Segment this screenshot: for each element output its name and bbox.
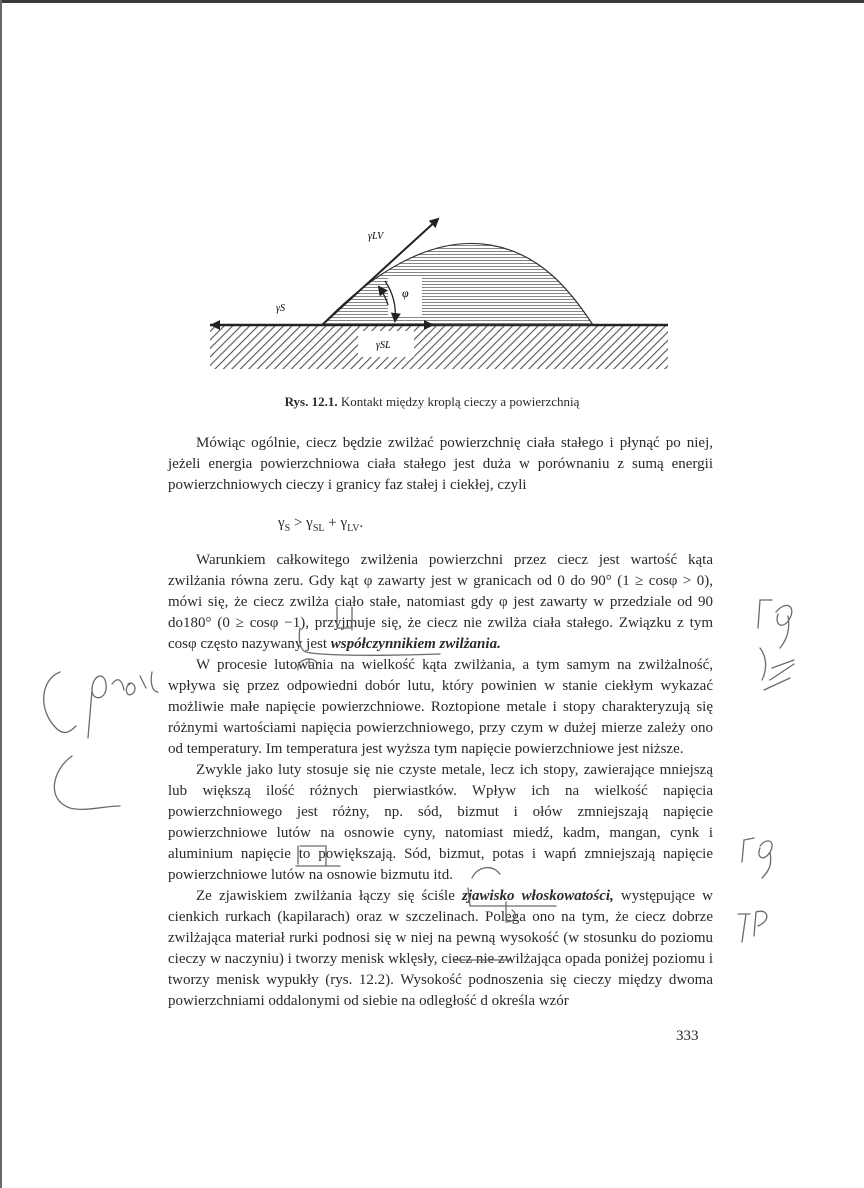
page-left-edge: [0, 0, 2, 1188]
margin-scribble-left-3: [54, 756, 120, 809]
paragraph-1-block: [168, 433, 713, 496]
margin-scribble-right-3: [742, 838, 772, 878]
formula-gamma-1: γ: [278, 515, 285, 531]
phi-label: φ: [402, 286, 409, 300]
formula-period: .: [359, 515, 364, 531]
formula-sub-lv: LV: [347, 523, 360, 534]
formula-gamma-2: γ: [306, 515, 313, 531]
body-text-block: [168, 550, 713, 1012]
figure-caption: [0, 394, 864, 410]
margin-scribble-right-1: [758, 600, 792, 648]
formula-gamma-3: γ: [340, 515, 348, 531]
paragraph-3: W procesie lutowania na wielkość kąta zwilżania, a tym samym na zwilżalność, wpływa się przez odpowiedni dobór lutu, który powinien w stanie ciekłym wykazać możliwie małe napięcie powierzchniowe. Roztopione metale i stopy charakteryzują się różnymi wartościami napięcia powierzchniowego, przy czym w dużej mierze zależy ono od temperatury. Im temperatura jest wyższa tym napięcie powierzchniowe jest niższe.: [168, 657, 713, 757]
paragraph-2: [168, 550, 713, 655]
paragraph-4: Zwykle jako luty stosuje się nie czyste metale, lecz ich stopy, zawierające mniejszą lub większą ilość różnych pierwiastków. Wpływ ich na wielkość napięcia powierzchniowego jest różny, np. sód, bizmut i ołów zmniejszają napięcie powierzchniowe lutów na osnowie cyny, natomiast miedź, kadm, mangan, cynk i aluminium napięcie to powiększają. Sód, bizmut, potas i wapń zmniejszają napięcie powierzchniowe lutów na osnowie bizmutu itd.: [168, 762, 713, 883]
margin-scribble-right-2: [760, 648, 794, 690]
droplet: [322, 243, 593, 325]
gamma-sl-label: γSL: [376, 340, 391, 351]
formula-sub-sl: SL: [312, 523, 325, 534]
paragraph-1: Mówiąc ogólnie, ciecz będzie zwilżać powierzchnię ciała stałego i płynąć po niej, jeżeli energia powierzchniowa ciała stałego jest duża w porównaniu z sumą energii powierzchniowych cieczy i granicy faz stałej i ciekłej, czyli: [168, 435, 713, 493]
formula-gt: >: [290, 515, 307, 531]
solid-substrate: [210, 325, 668, 369]
term-capillarity: zjawisko włoskowatości,: [462, 888, 614, 904]
page-number: 333: [676, 1028, 699, 1044]
paragraph-2-text: Warunkiem całkowitego zwilżenia powierzchni przez ciecz jest wartość kąta zwilżania równa zeru. Gdy kąt φ zawarty jest w granicach od 0 do 90° (1 ≥ cosφ > 0), mówi się, że ciecz zwilża ciało stałe, natomiast gdy φ jest zawarty w przedziale od 90 do180° (0 ≥ cosφ −1), przyjmuje się, że ciecz nie zwilża ciała stałego. Związku z tym cosφ często nazywany jest: [168, 552, 713, 652]
paragraph-5: [168, 886, 713, 1012]
figure-caption-number: Rys. 12.1.: [284, 394, 338, 409]
margin-scribble-left-1: [44, 672, 76, 732]
paragraph-5-text-start: Ze zjawiskiem zwilżania łączy się ściśle: [196, 888, 463, 904]
term-wetting-coefficient: współczynnikiem zwilżania.: [330, 636, 501, 652]
formula-plus: +: [324, 515, 341, 531]
droplet-contact-figure: [200, 205, 670, 380]
margin-scribble-left-2: [88, 672, 158, 738]
wetting-formula: [278, 515, 363, 534]
figure-caption-text: Kontakt między kroplą cieczy a powierzchnią: [337, 394, 580, 409]
formula-sub-s: S: [284, 523, 291, 534]
margin-scribble-right-4: [738, 911, 767, 942]
gamma-s-label: γS: [276, 303, 285, 314]
paragraph-5-text-end: występujące w cienkich rurkach (kapilarach) oraz w szczelinach. Polega ono na tym, że ciecz dobrze zwilżająca materiał rurki podnosi się w niej na pewną wysokość (w stosunku do poziomu cieczy w naczyniu) i tworzy menisk wklęsły, ciecz nie zwilżająca opada poniżej poziomu i tworzy menisk wypukły (rys. 12.2). Wysokość podnoszenia się cieczy między dwoma powierzchniami oddalonymi od siebie na odległość d określa wzór: [168, 888, 714, 1009]
page-top-edge: [0, 0, 864, 3]
gamma-lv-label: γLV: [368, 231, 384, 242]
